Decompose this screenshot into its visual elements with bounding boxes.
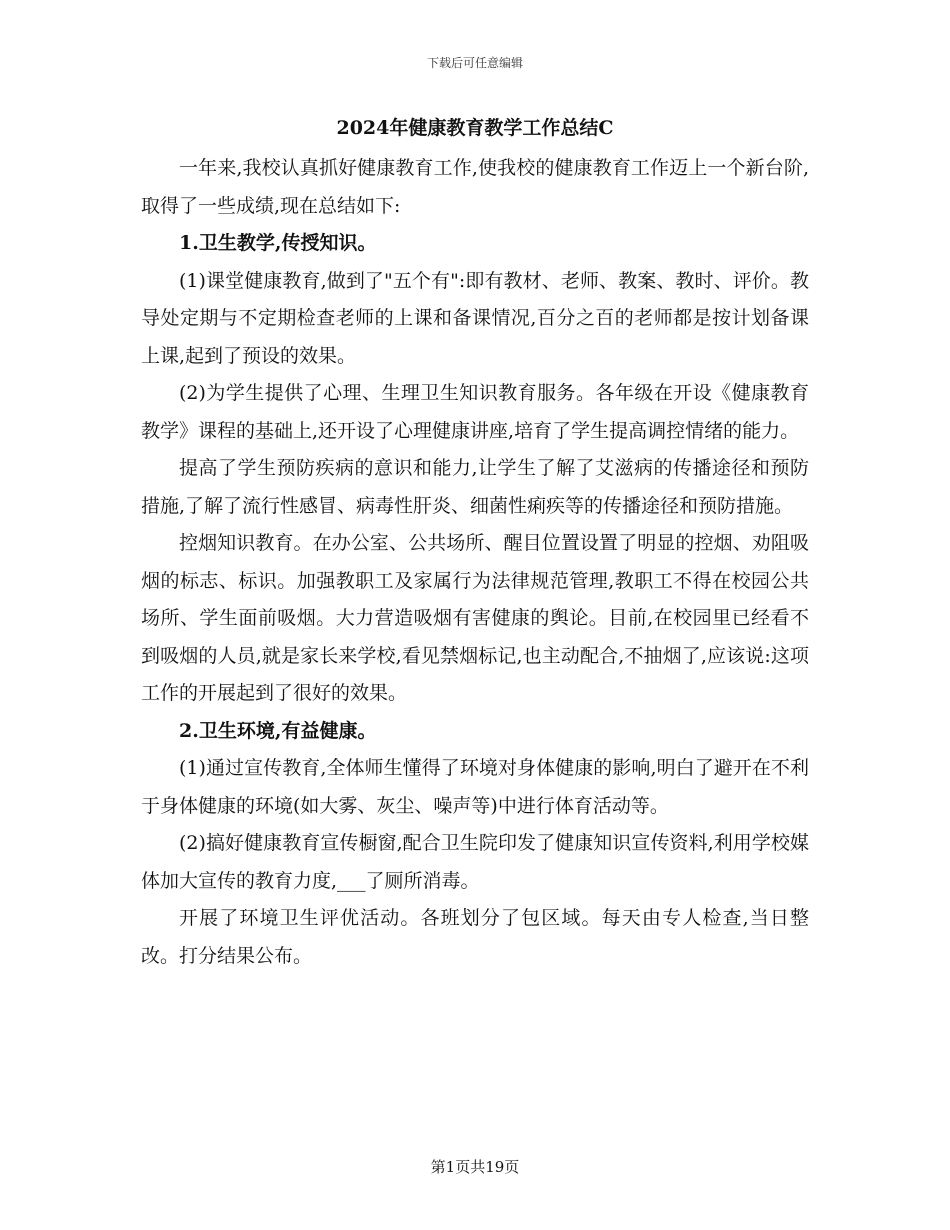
header-note: 下载后可任意编辑 <box>426 56 523 70</box>
paragraph-psychology-service: (2)为学生提供了心理、生理卫生知识教育服务。各年级在开设《健康教育教学》课程的基础上,还开设了心理健康讲座,培育了学生提高调控情绪的能力。 <box>141 382 809 442</box>
paragraph-hygiene-evaluation: 开展了环境卫生评优活动。各班划分了包区域。每天由专人检查,当日整改。打分结果公布。 <box>141 907 809 967</box>
paragraph-classroom-education: (1)课堂健康教育,做到了"五个有":即有教材、老师、教案、教时、评价。教导处定期与不定期检查老师的上课和备课情况,百分之百的老师都是按计划备课上课,起到了预设的效果。 <box>141 269 809 367</box>
paragraph-intro: 一年来,我校认真抓好健康教育工作,使我校的健康教育工作迈上一个新台阶,取得了一些成绩,现在总结如下: <box>141 157 809 217</box>
document-title: 2024年健康教育教学工作总结C <box>336 117 614 139</box>
section-heading-1: 1.卫生教学,传授知识。 <box>179 232 377 254</box>
paragraph-environment-education: (1)通过宣传教育,全体师生懂得了环境对身体健康的影响,明白了避开在不利于身体健康的环境(如大雾、灰尘、噪声等)中进行体育活动等。 <box>141 757 809 817</box>
paragraph-disease-prevention: 提高了学生预防疾病的意识和能力,让学生了解了艾滋病的传播途径和预防措施,了解了流行性感冒、病毒性肝炎、细菌性痢疾等的传播途径和预防措施。 <box>141 457 809 517</box>
paragraph-publicity-window: (2)搞好健康教育宣传橱窗,配合卫生院印发了健康知识宣传资料,利用学校媒体加大宣传的教育力度,___了厕所消毒。 <box>141 832 809 892</box>
document-body <box>141 114 809 975</box>
page-number: 第1页共19页 <box>430 1158 520 1176</box>
paragraph-tobacco-control: 控烟知识教育。在办公室、公共场所、醒目位置设置了明显的控烟、劝阻吸烟的标志、标识。加强教职工及家属行为法律规范管理,教职工不得在校园公共场所、学生面前吸烟。大力营造吸烟有害健康的舆论。目前,在校园里已经看不到吸烟的人员,就是家长来学校,看见禁烟标记,也主动配合,不抽烟了,应该说:这项工作的开展起到了很好的效果。 <box>141 532 809 704</box>
section-heading-2: 2.卫生环境,有益健康。 <box>179 719 377 742</box>
